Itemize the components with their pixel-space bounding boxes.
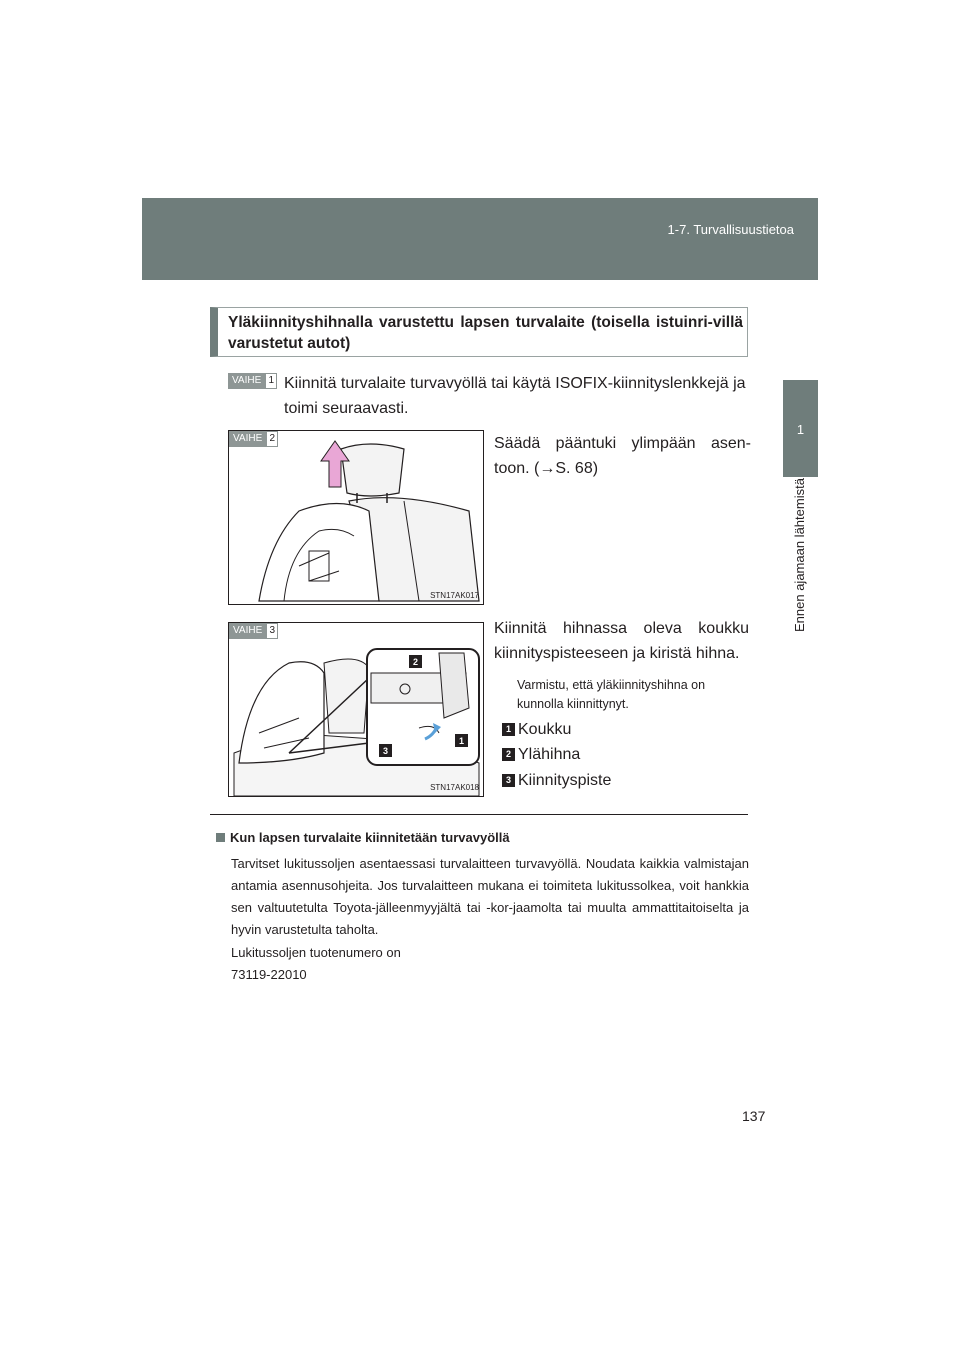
section-heading-box [210,307,748,357]
svg-text:2: 2 [412,657,419,667]
step-1-badge [228,373,277,389]
bullet-square-icon [216,833,225,842]
anchor-illustration [229,623,483,796]
step-label: VAIHE [229,623,266,639]
part-number-value: 73119-22010 [231,967,307,982]
step-3-text: Kiinnitä hihnassa oleva koukku kiinnityspisteeseen ja kiristä hihna. [494,620,749,662]
chapter-tab [783,380,818,477]
part-number-label: Lukitussoljen tuotenumero on [231,945,401,960]
chapter-label: Ennen ajamaan lähtemistä [792,478,807,632]
step-number: 1 [265,373,277,389]
divider [210,814,748,815]
page-number: 137 [742,1108,766,1124]
subsection-heading [216,830,510,845]
subsection-heading-text: Kun lapsen turvalaite kiinnitetään turvavyöllä [230,830,510,845]
legend-label: Koukku [518,721,572,738]
section-heading: Yläkiinnityshihnalla varustettu lapsen turvalaite (toisella istuinri-villä varustetut autot) [228,314,743,352]
step-number: 3 [266,623,278,639]
legend-number: 2 [502,748,515,761]
step-number: 2 [266,431,278,447]
figure-code: STN17AK018 [430,783,479,792]
step-label: VAIHE [228,373,265,389]
legend-number: 1 [502,723,515,736]
step-3-badge [229,623,278,639]
section-title: 1-7. Turvallisuustietoa [667,222,794,237]
body-paragraph: Tarvitset lukitussoljen asentaessasi turvalaitteen turvavyöllä. Noudata kaikkia valmistajan antamia asennusohjeita. Jos turvalaitteen mukana ei toimiteta lukitussolkea, voit hankkia sen valtuutetulta Toyota-jälleenmyyjältä tai -kor-jaamolta tai muulta ammattitaitoiselta ja hyvin varustetulta taholta. [231,856,749,937]
note-text: Varmistu, että yläkiinnityshihna on kunnolla kiinnittynyt. [517,678,706,711]
chapter-number: 1 [796,422,805,437]
step-2-badge [229,431,278,447]
anchor-figure [228,622,484,797]
svg-text:3: 3 [382,746,389,756]
legend-number: 3 [502,774,515,787]
step-1-text: Kiinnitä turvalaite turvavyöllä tai käytä ISOFIX-kiinnityslenkkejä ja toimi seuraavasti. [284,375,746,417]
step-label: VAIHE [229,431,266,447]
legend-item [502,720,571,740]
headrest-figure [228,430,484,605]
headrest-illustration [229,431,483,604]
legend-item [502,745,580,765]
legend-label: Kiinnityspiste [518,772,612,789]
legend-item [502,771,611,791]
part-number-paragraph [231,942,749,986]
svg-text:1: 1 [458,736,465,746]
header-bar [142,198,818,280]
figure-code: STN17AK017 [430,591,479,600]
legend-label: Ylähihna [518,746,581,763]
chapter-label-wrapper [792,478,807,632]
step-2-text: Säädä pääntuki ylimpään asen-toon. (→S. 68) [494,435,751,477]
